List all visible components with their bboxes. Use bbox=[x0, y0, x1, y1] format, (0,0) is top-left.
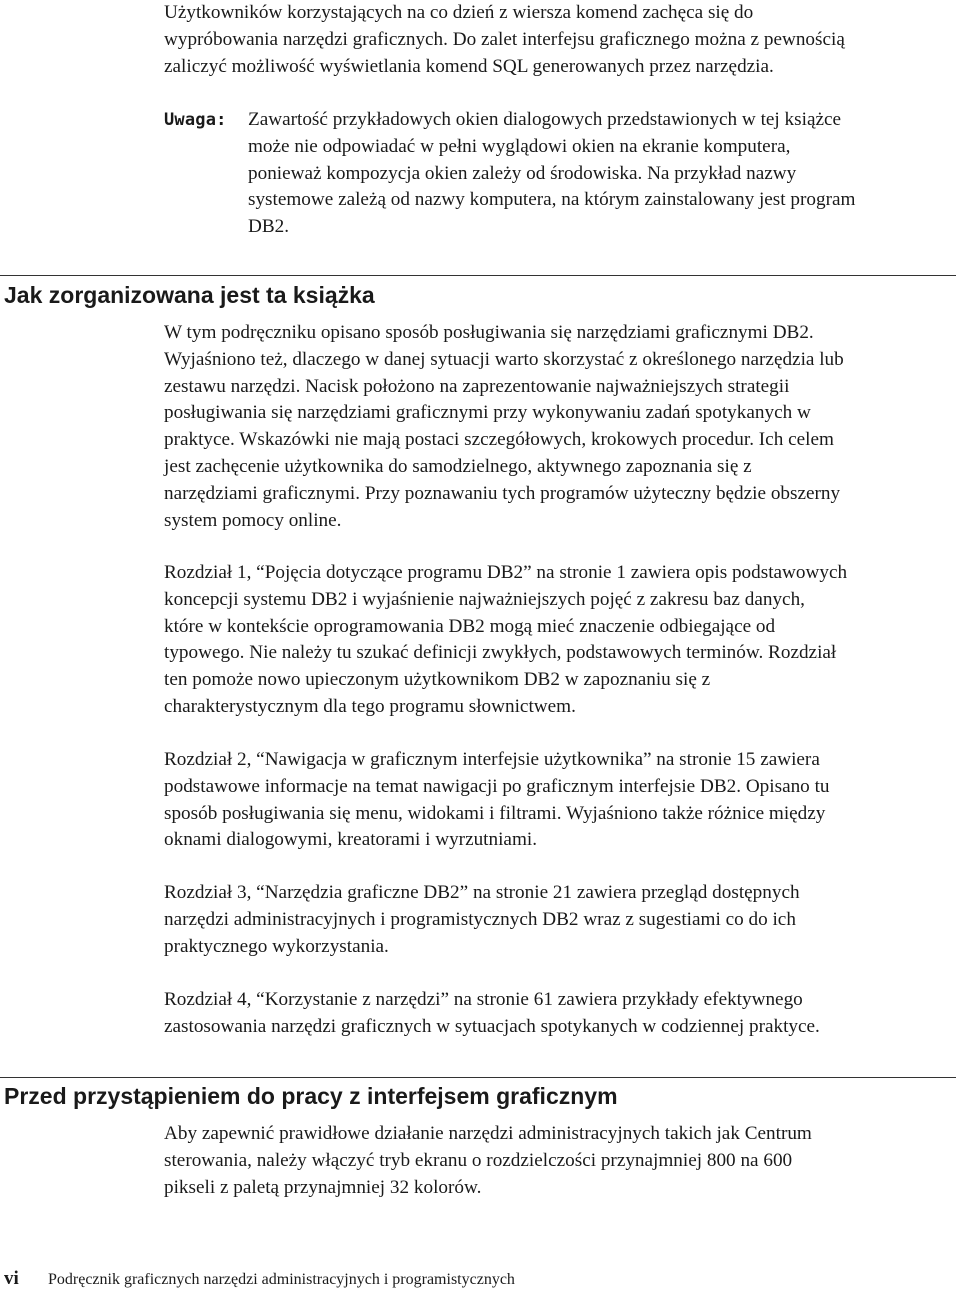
text-line: Wyjaśniono też, dlaczego w danej sytuacji warto skorzystać z określonego narzędzia lub bbox=[164, 348, 844, 370]
text-line: wypróbowania narzędzi graficznych. Do zalet interfejsu graficznego można z pewnością bbox=[164, 28, 845, 50]
paragraph bbox=[164, 320, 960, 534]
text-line: Rozdział 4, “Korzystanie z narzędzi” na stronie 61 zawiera przykłady efektywnego bbox=[164, 989, 803, 1010]
text-line: sterowania, należy włączyć tryb ekranu o rozdzielczości przynajmniej 800 na 600 bbox=[164, 1149, 793, 1171]
text-line: W tym podręczniku opisano sposób posługiwania się narzędziami graficznymi DB2. bbox=[164, 322, 814, 343]
paragraph bbox=[164, 880, 960, 960]
paragraph bbox=[164, 1121, 960, 1201]
text-line: zestawu narzędzi. Nacisk położono na zaprezentowanie najważniejszych strategii bbox=[164, 375, 790, 397]
text-line: pikseli z paletą przynajmniej 32 kolorów. bbox=[164, 1176, 482, 1198]
text-line: jest zachęcenie użytkownika do samodzielnego, aktywnego zapoznania się z bbox=[164, 455, 752, 477]
text-line: które w kontekście oprogramowania DB2 mogą mieć znaczenie odbiegające od bbox=[164, 615, 776, 637]
text-line: Rozdział 3, “Narzędzia graficzne DB2” na stronie 21 zawiera przegląd dostępnych bbox=[164, 882, 800, 903]
text-line: może nie odpowiadać w pełni wyglądowi okien na ekranie komputera, bbox=[248, 135, 791, 157]
section-heading: Przed przystąpieniem do pracy z interfejsem graficznym bbox=[4, 1083, 618, 1109]
text-line: posługiwania się narzędziami graficznymi przy wykonywaniu zadań spotykanych w bbox=[164, 402, 811, 424]
paragraph bbox=[164, 987, 960, 1041]
text-line: DB2. bbox=[248, 216, 290, 238]
text-line: oknami dialogowymi, kreatorami i wyrzutniami. bbox=[164, 829, 538, 851]
page-number: vi bbox=[4, 1268, 19, 1289]
paragraph bbox=[164, 560, 960, 721]
text-line: typowego. Nie należy tu szukać definicji zwykłych, podstawowych terminów. Rozdział bbox=[164, 642, 837, 664]
text-line: Rozdział 1, “Pojęcia dotyczące programu DB2” na stronie 1 zawiera opis podstawowych bbox=[164, 562, 848, 583]
text-line: Zawartość przykładowych okien dialogowych przedstawionych w tej książce bbox=[248, 109, 842, 130]
text-line: zaliczyć możliwość wyświetlania komend SQL generowanych przez narzędzia. bbox=[164, 55, 774, 77]
section-heading: Jak zorganizowana jest ta książka bbox=[4, 282, 375, 308]
text-line: ten pomoże nowo upieczonym użytkownikom DB2 w zapoznaniu się z bbox=[164, 669, 711, 691]
text-line: sposób posługiwania się menu, widokami i filtrami. Wyjaśniono także różnice między bbox=[164, 802, 826, 824]
text-line: narzędziami graficznymi. Przy poznawaniu tych programów użyteczny będzie obszerny bbox=[164, 482, 841, 504]
text-line: praktycznego wykorzystania. bbox=[164, 935, 389, 957]
section-divider bbox=[0, 1077, 956, 1078]
section-divider bbox=[0, 275, 956, 276]
text-line: Rozdział 2, “Nawigacja w graficznym interfejsie użytkownika” na stronie 15 zawiera bbox=[164, 749, 820, 770]
text-line: narzędzi administracyjnych i programistycznych DB2 wraz z sugestiami co do ich bbox=[164, 908, 796, 930]
text-line: charakterystycznym dla tego programu słownictwem. bbox=[164, 695, 576, 717]
note-label: Uwaga: bbox=[164, 110, 227, 130]
book-title: Podręcznik graficznych narzędzi administracyjnych i programistycznych bbox=[48, 1271, 515, 1288]
text-line: systemowe zależą od nazwy komputera, na którym zainstalowany jest program bbox=[248, 189, 856, 211]
text-line: Aby zapewnić prawidłowe działanie narzędzi administracyjnych takich jak Centrum bbox=[164, 1123, 812, 1144]
text-line: podstawowe informacje na temat nawigacji po graficznym interfejsie DB2. Opisano tu bbox=[164, 775, 830, 797]
text-line: praktyce. Wskazówki nie mają postaci szczegółowych, krokowych procedur. Ich celem bbox=[164, 429, 834, 451]
text-line: ponieważ kompozycja okien zależy od środowiska. Na przykład nazwy bbox=[248, 162, 797, 184]
note-body bbox=[248, 107, 855, 241]
page-footer bbox=[4, 1268, 515, 1290]
text-line: Użytkowników korzystających na co dzień z wiersza komend zachęca się do bbox=[164, 2, 754, 23]
paragraph bbox=[164, 747, 960, 854]
text-line: koncepcji systemu DB2 i wyjaśnienie najważniejszych pojęć z zakresu baz danych, bbox=[164, 588, 805, 610]
text-line: system pomocy online. bbox=[164, 509, 342, 531]
text-line: zastosowania narzędzi graficznych w sytuacjach spotykanych w codziennej praktyce. bbox=[164, 1015, 820, 1037]
intro-paragraph bbox=[164, 0, 960, 80]
